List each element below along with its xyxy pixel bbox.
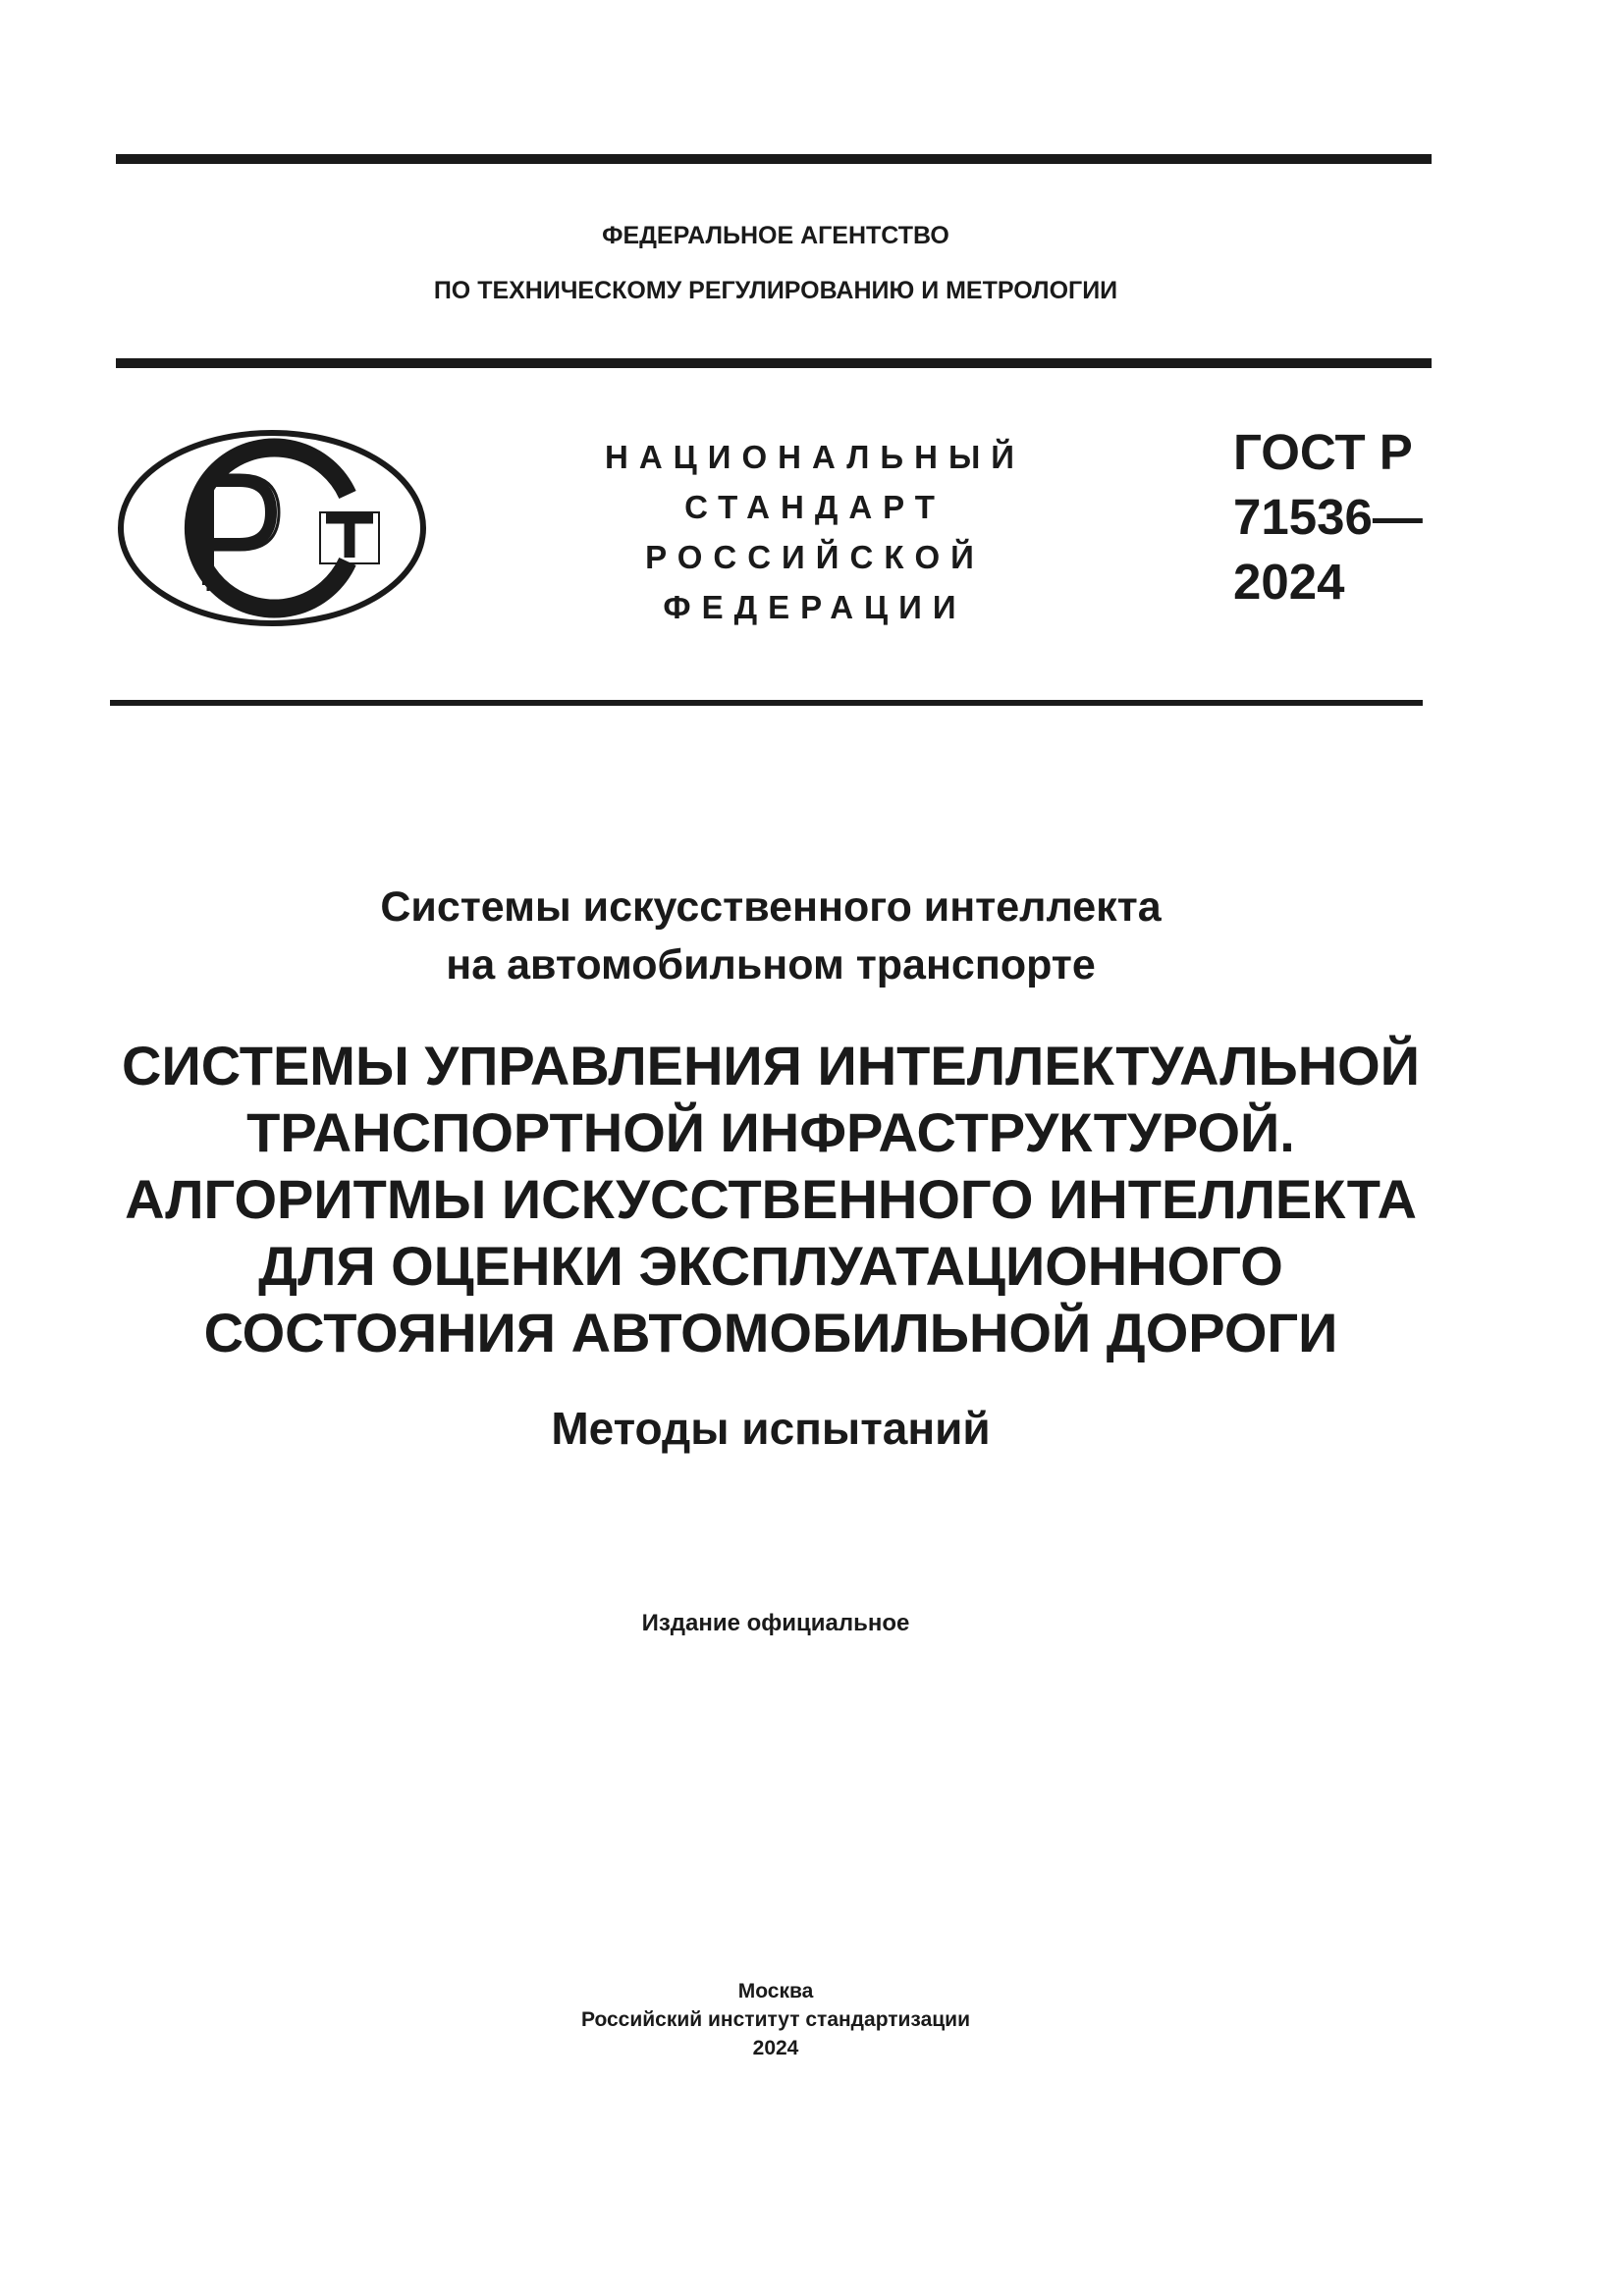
header-bottom-rule bbox=[110, 700, 1423, 706]
main-title-line-3: АЛГОРИТМЫ ИСКУССТВЕННОГО ИНТЕЛЛЕКТА bbox=[125, 1168, 1417, 1230]
agency-bottom-rule bbox=[116, 358, 1432, 368]
main-title-line-4: ДЛЯ ОЦЕНКИ ЭКСПЛУАТАЦИОННОГО bbox=[258, 1235, 1283, 1297]
rst-emblem-icon bbox=[116, 428, 428, 628]
designation-line-3: 2024 bbox=[1233, 554, 1345, 610]
subtitle-line-2: на автомобильном транспорте bbox=[446, 941, 1096, 988]
standard-designation bbox=[1233, 420, 1423, 614]
edition-label: Издание официальное bbox=[641, 1610, 910, 1636]
subtitle-line-1: Системы искусственного интеллекта bbox=[380, 883, 1162, 931]
main-title-line-1: СИСТЕМЫ УПРАВЛЕНИЯ ИНТЕЛЛЕКТУАЛЬНОЙ bbox=[122, 1035, 1420, 1096]
top-rule bbox=[116, 154, 1432, 164]
imprint-year: 2024 bbox=[752, 2037, 799, 2059]
designation-line-1: ГОСТ Р bbox=[1233, 424, 1413, 480]
agency-line-2: ПО ТЕХНИЧЕСКОМУ РЕГУЛИРОВАНИЮ И МЕТРОЛОГИИ bbox=[433, 277, 1118, 304]
main-title bbox=[88, 1033, 1453, 1366]
main-title-line-2: ТРАНСПОРТНОЙ ИНФРАСТРУКТУРОЙ. bbox=[246, 1101, 1295, 1163]
agency-line-1: ФЕДЕРАЛЬНОЕ АГЕНТСТВО bbox=[602, 222, 949, 249]
national-standard-line-4: ФЕДЕРАЦИИ bbox=[663, 589, 967, 625]
national-standard-line-2: СТАНДАРТ bbox=[684, 489, 946, 525]
methods-title: Методы испытаний bbox=[551, 1403, 991, 1454]
national-standard-line-1: НАЦИОНАЛЬНЫЙ bbox=[605, 439, 1025, 475]
imprint-publisher: Российский институт стандартизации bbox=[580, 2008, 971, 2031]
imprint bbox=[295, 1977, 1257, 2062]
subtitle bbox=[147, 879, 1394, 994]
imprint-city: Москва bbox=[737, 1980, 814, 2002]
designation-line-2: 71536— bbox=[1233, 489, 1423, 545]
national-standard-line-3: РОССИЙСКОЙ bbox=[645, 539, 985, 575]
main-title-line-5: СОСТОЯНИЯ АВТОМОБИЛЬНОЙ ДОРОГИ bbox=[203, 1302, 1338, 1363]
national-standard-label bbox=[589, 432, 1041, 632]
